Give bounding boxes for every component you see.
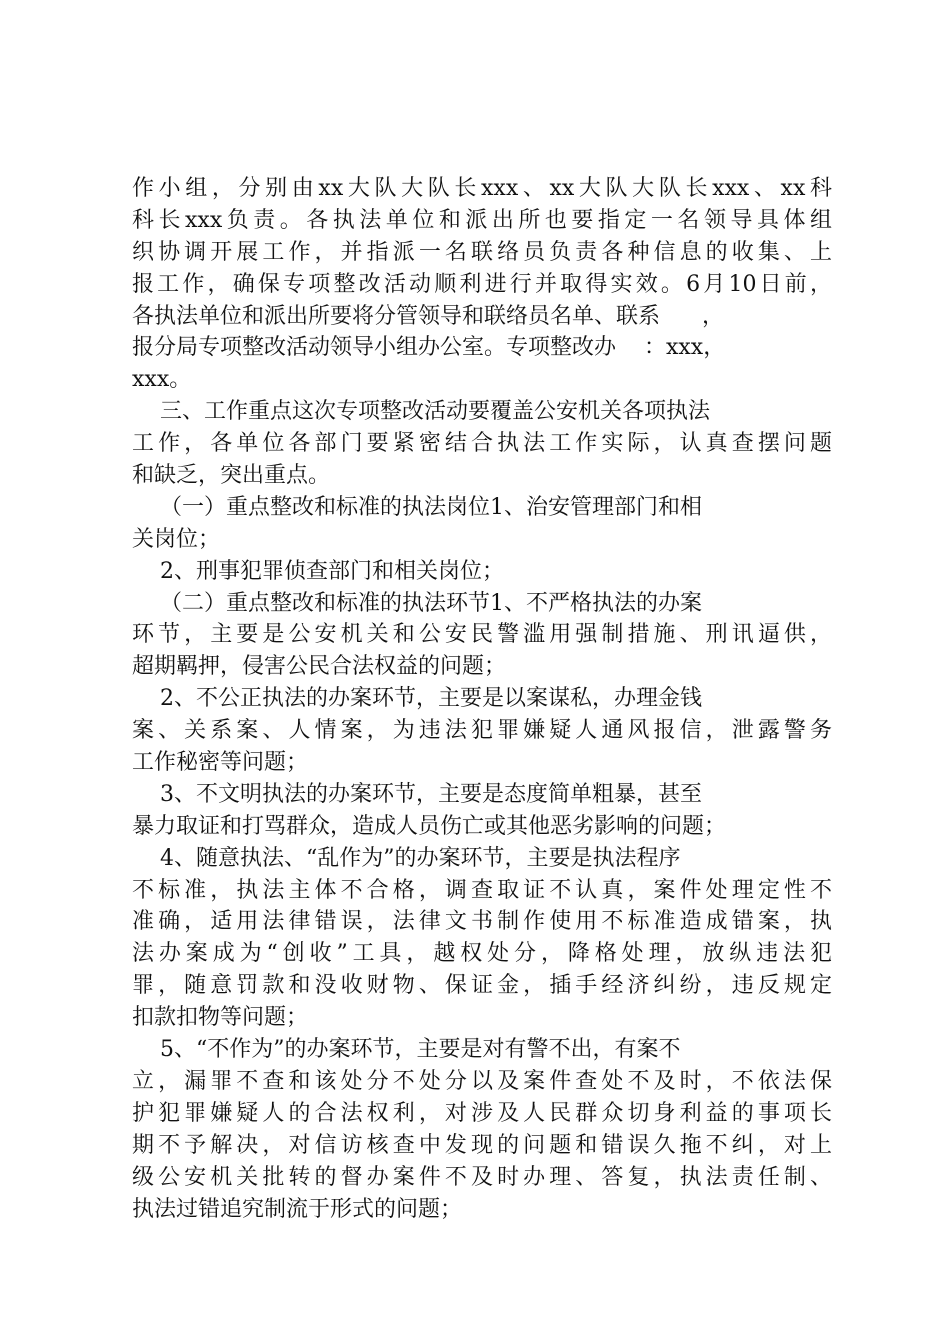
text-line: 法办案成为“创收”工具，越权处分，降格处理，放纵违法犯 — [132, 941, 832, 967]
text-line: 护犯罪嫌疑人的合法权利，对涉及人民群众切身利益的事项长 — [132, 1100, 832, 1126]
text-line: 报分局专项整改活动领导小组办公室。专项整改办 ：xxx， — [132, 335, 726, 361]
text-line: 科长xxx负责。各执法单位和派出所也要指定一名领导具体组 — [132, 207, 832, 233]
text-line: （二）重点整改和标准的执法环节1、不严格执法的办案 — [132, 590, 702, 616]
text-line: xxx。 — [132, 367, 192, 393]
text-line: 报工作，确保专项整改活动顺利进行并取得实效。6月10日前， — [132, 271, 832, 297]
text-line: 期不予解决，对信访核查中发现的问题和错误久拖不纠，对上 — [132, 1132, 832, 1158]
text-line: 超期羁押，侵害公民合法权益的问题； — [132, 654, 507, 680]
text-line: 罪，随意罚款和没收财物、保证金，插手经济纠纷，违反规定 — [132, 973, 832, 999]
text-line: 工作秘密等问题； — [132, 750, 309, 776]
text-line: 环节，主要是公安机关和公安民警滥用强制措施、刑讯逼供， — [132, 622, 832, 648]
text-line: 工作，各单位各部门要紧密结合执法工作实际，认真查摆问题 — [132, 431, 832, 457]
text-line: 级公安机关批转的督办案件不及时办理、答复，执法责任制、 — [132, 1164, 832, 1190]
text-line: 4、随意执法、“乱作为”的办案环节，主要是执法程序 — [132, 845, 681, 871]
text-line: 3、不文明执法的办案环节，主要是态度简单粗暴，甚至 — [132, 781, 702, 807]
text-line: 立，漏罪不查和该处分不处分以及案件查处不及时，不依法保 — [132, 1068, 832, 1094]
document-body — [132, 173, 832, 1225]
text-line: 扣款扣物等问题； — [132, 1005, 309, 1031]
text-line: 案、关系案、人情案，为违法犯罪嫌疑人通风报信，泄露警务 — [132, 718, 832, 744]
text-line: 暴力取证和打骂群众，造成人员伤亡或其他恶劣影响的问题； — [132, 813, 727, 839]
text-line: 关岗位； — [132, 526, 221, 552]
text-line: 准确，适用法律错误，法律文书制作使用不标准造成错案，执 — [132, 909, 832, 935]
text-line: （一）重点整改和标准的执法岗位1、治安管理部门和相 — [132, 494, 702, 520]
text-line: 三、工作重点这次专项整改活动要覆盖公安机关各项执法 — [132, 399, 710, 425]
text-line: 执法过错追究制流于形式的问题； — [132, 1196, 463, 1222]
text-line: 和缺乏，突出重点。 — [132, 463, 331, 489]
text-line: 2、刑事犯罪侦查部门和相关岗位； — [132, 558, 504, 584]
text-line: 不标准，执法主体不合格，调查取证不认真，案件处理定性不 — [132, 877, 832, 903]
text-line: 织协调开展工作，并指派一名联络员负责各种信息的收集、上 — [132, 239, 832, 265]
text-line: 作小组，分别由xx大队大队长xxx、xx大队大队长xxx、xx科 — [132, 176, 832, 201]
text-line: 2、不公正执法的办案环节，主要是以案谋私，办理金钱 — [132, 686, 702, 712]
text-line: 5、“不作为”的办案环节，主要是对有警不出，有案不 — [132, 1037, 681, 1063]
text-line: 各执法单位和派出所要将分管领导和联络员名单、联系 ， — [132, 303, 724, 329]
